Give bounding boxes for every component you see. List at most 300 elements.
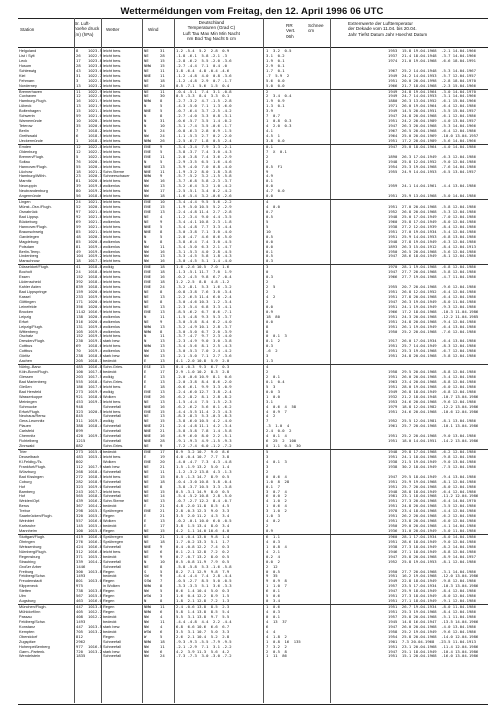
- station-height: 311: [76, 418, 83, 424]
- air-pressure: 1022.1: [88, 77, 102, 83]
- station-name: List / Sylt: [19, 53, 35, 58]
- station-height: 282: [76, 478, 83, 484]
- temperatures: -4.3 -5.0 7.1 1.3 -6.0: [176, 103, 232, 109]
- station-height: 312: [76, 548, 83, 554]
- station-height: 131: [76, 323, 83, 329]
- temperatures: 0.4 -0.8 12.2 7.4 0.3: [176, 543, 230, 549]
- wind-direction: E: [144, 518, 147, 524]
- weather: leicht bew.: [103, 89, 121, 94]
- weather: leicht bew.: [103, 294, 121, 299]
- precipitation-snow: -3 1.0 4: [266, 423, 290, 429]
- station-height: 424: [76, 543, 83, 549]
- weather: leicht bew.: [103, 138, 121, 143]
- temperatures: -3.4 -5.0 6.3 2.1 -4.7: [176, 243, 232, 249]
- wind-direction: NNE: [144, 223, 151, 229]
- station-height: 10: [76, 118, 81, 124]
- extreme-values: 1951 25.3 19.04.1968 -8.4 12.04.1986: [388, 609, 476, 614]
- wind-speed: 11: [160, 72, 165, 78]
- extreme-values: 1971 26.0 19.04.1964 -6.4 12.04.1986: [388, 103, 476, 109]
- air-pressure: 1021.8: [88, 213, 102, 219]
- extreme-values: 1951 24.8 20.04.1968 -5.8 12.04.1986: [388, 353, 476, 359]
- weather: Schneefall: [103, 564, 121, 569]
- precipitation-snow: 2 0.5 8: [266, 648, 287, 654]
- air-pressure: 1013.0: [88, 578, 102, 584]
- temperatures: -0.2 -0.1 10.0 6.0 -0.5: [176, 518, 232, 524]
- station-height: 420: [76, 433, 83, 439]
- precipitation-snow: 2: [266, 153, 269, 159]
- air-pressure: 1013.2: [88, 648, 102, 654]
- wind-speed: 15: [160, 57, 165, 63]
- extreme-values: 1948 25.8 12.04.1952 -9.0 12.04.1986: [388, 158, 476, 164]
- air-pressure: 1016.9: [88, 308, 102, 314]
- precipitation-snow: 0.3: [266, 274, 273, 280]
- wind-direction: NE: [144, 303, 149, 309]
- wind-speed: 24: [160, 132, 165, 138]
- precipitation-snow: 1.3 0.1: [266, 103, 285, 109]
- wind-speed: 28: [160, 438, 165, 444]
- air-pressure: 1016.3: [88, 538, 102, 544]
- precipitation-snow: 1 0.8 0.3: [266, 118, 292, 124]
- air-pressure: 1022.1: [88, 153, 102, 159]
- station-height: 1446: [76, 563, 86, 569]
- temperatures: -8.3 -8.3 5.3 -0.3 -8.3: [176, 413, 232, 419]
- weather: leicht bew.: [103, 58, 121, 63]
- weather: Sprühregen: [103, 539, 124, 544]
- wind-speed: 15: [160, 204, 165, 210]
- weather: leicht bew.: [103, 384, 121, 389]
- temperatures: -3.1 -5.3 4.0 2.8 -4.5: [176, 248, 232, 254]
- extreme-values: 1949 24.8 19.04.1964 -3.0 14.04.1970: [388, 88, 476, 94]
- precipitation-snow: 8: [266, 323, 269, 329]
- temperatures: -1.2 -3.2 13.8 4.3 -1.3: [176, 468, 232, 474]
- precipitation-snow: 4 0.6 4 58: [266, 403, 297, 409]
- station-name: Saarbrücken/Flugh.: [19, 514, 53, 519]
- temperatures: -2.5 -6.7 1.8 0.5 -2.4: [176, 137, 232, 143]
- wind-direction: E: [144, 503, 147, 509]
- station-height: 356: [76, 303, 83, 309]
- temperatures: 1.6 0.4 12.2 8.9 1.5: [176, 593, 230, 599]
- station-name: Gießen: [19, 384, 32, 389]
- station-height: 567: [76, 593, 83, 599]
- station-name: Köln-Bonn/Flugh.: [19, 370, 49, 374]
- station-name: Kempten: [19, 629, 35, 634]
- temperatures: 4.1 -2.0 10.8 5.9 2.0: [176, 358, 230, 364]
- wind-speed: 13: [160, 323, 165, 329]
- air-pressure: 1014.2: [88, 558, 102, 564]
- weather: leicht bew.: [103, 210, 121, 214]
- temperatures: -3.7 -6.8 5.8 -2.3 -3.7: [176, 178, 232, 184]
- station-name: Passau: [19, 614, 32, 619]
- precipitation-snow: 0.0 2: [266, 558, 280, 564]
- weather: bedeckt: [103, 450, 117, 454]
- precipitation-snow: 1.9 0.1: [266, 57, 285, 63]
- wind-direction: NE: [144, 488, 149, 494]
- precipitation-snow: 0.1: [266, 143, 273, 149]
- air-pressure: 1018.6: [88, 274, 102, 280]
- wind-direction: NNE: [144, 423, 151, 429]
- temperatures: 1.8 -6.4 4.8 -0.4 -4.6: [176, 67, 230, 73]
- station-height: 419: [76, 533, 83, 539]
- weather: leicht bew.: [103, 474, 121, 479]
- station-name: Wittenberg: [19, 329, 38, 334]
- weather: Regen: [103, 569, 115, 574]
- header-schnee: Schnee cm: [308, 23, 324, 34]
- air-pressure: 1018.4: [88, 279, 102, 285]
- extreme-values: 1960 28.1 17.04.1934 -8.0 14.04.1986: [388, 533, 476, 539]
- temperatures: -2.8 -6.2 5.5 -2.0 -3.6: [176, 57, 232, 63]
- extreme-values: 1966 17.2 18.04.1968 -10.3 11.04.1986: [388, 308, 479, 314]
- wind-speed: 17: [160, 188, 165, 194]
- extreme-values: 1951 27.0 19.04.1934 -5.4 12.04.1986: [388, 228, 476, 234]
- temperatures: -1.2 -3.4 9.0 4.4 -3.5: [176, 213, 232, 219]
- station-height: 16: [76, 98, 81, 104]
- temperatures: -3.4 -3.4 7.9 3.3 -2.1: [176, 143, 232, 149]
- station-height: 1493: [76, 618, 86, 624]
- extreme-values: 1947 25.0 18.04.1964 -4.0 14.04.1986: [388, 143, 476, 149]
- station-name: Berlin: [19, 129, 29, 133]
- station-name: Trier: [19, 450, 27, 454]
- station-name: Leipzig/Flugh.: [19, 324, 43, 329]
- wind-direction: NE: [144, 52, 149, 58]
- header-rr: RR Vert. 06h: [286, 23, 296, 39]
- precipitation-snow: 0 0.6 4: [266, 473, 287, 479]
- weather: wolkenlos: [103, 239, 120, 244]
- wind-direction: NNE: [144, 228, 151, 234]
- extreme-values: 1947 26.3 19.04.1949 -8.0 11.04.1986: [388, 298, 476, 304]
- table-row: [18, 654, 488, 659]
- station-name: Braunschweig: [19, 229, 44, 234]
- wind-direction: NE: [144, 318, 149, 324]
- precipitation-snow: 4: [266, 364, 269, 370]
- wind-speed: 17: [160, 449, 165, 454]
- precipitation-snow: 0.5 F1: [266, 163, 283, 169]
- weather: Schneefall: [103, 424, 121, 429]
- station-name: Schwerin: [19, 114, 35, 119]
- precipitation-snow: 9 35: [266, 573, 278, 579]
- wind-direction: NW: [144, 188, 149, 194]
- wind-direction: NE: [144, 443, 149, 449]
- wind-speed: 24: [160, 128, 165, 133]
- station-name: Leck: [19, 58, 28, 63]
- extreme-values: 1950 29.0 20.04.1968 -4.1 14.04.1986: [388, 523, 476, 529]
- temperatures: 2.9 -1.0 10.2 8.3 2.8: [176, 369, 230, 374]
- wind-direction: SSW: [144, 578, 151, 584]
- wind-speed: 9: [160, 318, 163, 324]
- air-pressure: 1020.6: [88, 123, 102, 129]
- precipitation-snow: 1.9 0.9: [266, 98, 285, 104]
- wind-speed: 8: [160, 238, 163, 244]
- weather: leicht bew.: [103, 144, 121, 149]
- precipitation-snow: 2: [266, 289, 269, 294]
- wind-direction: ENE: [144, 408, 151, 414]
- station-name: Weiden/Opf.: [19, 499, 41, 504]
- precipitation-snow: 6 1.1: [266, 533, 280, 539]
- weather: wolkig: [103, 374, 114, 379]
- station-name: Regensburg: [19, 554, 40, 559]
- wind-speed: 13: [160, 518, 165, 524]
- station-height: 59: [76, 223, 81, 229]
- temperatures: -2.4 -6.0 12.7 3.8 -2.4: [176, 388, 232, 394]
- temperatures: 1.2 -2.5 8.8 4.8 -1.2: [176, 279, 230, 285]
- temperatures: -1.9 -3.2 8.0 1.8 -3.8: [176, 168, 232, 174]
- wind-speed: 10: [160, 123, 165, 129]
- air-pressure: 1016.8: [88, 364, 102, 370]
- wind-direction: N: [144, 128, 147, 133]
- station-name: Hof: [19, 494, 25, 499]
- weather: wolkenlos: [103, 324, 120, 329]
- extreme-values: 1963 23.4 20.04.1968 -8.8 12.04.1986: [388, 378, 476, 384]
- precipitation-snow: 4.7 0.0: [266, 188, 285, 194]
- precipitation-snow: 3: [266, 463, 269, 469]
- extreme-values: 1958 29.5 20.04.1968 -8.8 12.04.1986: [388, 369, 476, 374]
- station-height: 447: [76, 604, 83, 610]
- precipitation-snow: 2: [266, 468, 269, 474]
- wind-direction: NE: [144, 493, 149, 499]
- precipitation-snow: 5: [266, 449, 269, 454]
- wind-speed: 3: [160, 593, 163, 599]
- wind-direction: E: [144, 378, 147, 384]
- extreme-values: 1938 27.3 18.04.1949 -8.2 14.04.1986: [388, 543, 476, 549]
- station-height: 12: [76, 93, 81, 99]
- station-name: Hamburg-Flugh.: [19, 99, 47, 104]
- air-pressure: 1021.3: [88, 218, 102, 224]
- wind-speed: 4: [160, 213, 163, 219]
- extreme-values: 1948 25.0 17.04.1949 -7.0 12.04.1986: [388, 213, 476, 219]
- weather: Schneefall: [103, 544, 121, 549]
- wind-speed: 6: [160, 609, 163, 614]
- temperatures: -3.0 -5.3 7.0 2.4 -4.2: [176, 348, 232, 354]
- wind-speed: 13: [160, 378, 165, 384]
- extreme-values: 1949 24.7 14.04.1953 -3.1 14.04.1966: [388, 93, 476, 99]
- precipitation-snow: 1 0.6 4: [266, 503, 287, 509]
- wind-direction: NW: [144, 253, 149, 259]
- wind-direction: NE: [144, 473, 149, 479]
- temperatures: 1.7 -0.2 13.3 5.1 1.7: [176, 538, 230, 544]
- wind-speed: 11: [160, 243, 165, 249]
- wind-speed: 11: [160, 468, 165, 474]
- weather: Regen: [103, 599, 115, 604]
- temperatures: -3.9 -4.0 7.0 0.8 -4.0: [176, 163, 232, 169]
- temperatures: 1.2 -5.4 5.2 2.8 0.9: [176, 48, 230, 53]
- wind-speed: 16: [160, 403, 165, 409]
- air-pressure: 1015.4: [88, 523, 102, 529]
- precipitation-snow: 0.2 4: [266, 553, 280, 559]
- station-height: 48: [76, 233, 81, 239]
- station-height: 801: [76, 578, 83, 584]
- wind-direction: NNE: [144, 168, 151, 174]
- wind-direction: N: [144, 158, 147, 164]
- weather: Schn.Gries.: [103, 379, 124, 384]
- station-name: Bocholt: [19, 270, 32, 275]
- temperatures: -4.4 -4.4 7.4 2.8 -4.4: [176, 573, 232, 579]
- precipitation-snow: 0.1 0.4: [266, 378, 285, 384]
- wind-speed: 24: [160, 653, 165, 659]
- extreme-values: 1957 23.5 17.04.1934 -10.3 13.04.1986: [388, 583, 479, 589]
- wind-speed: 11: [160, 618, 165, 624]
- wind-speed: 4: [160, 623, 163, 629]
- wind-direction: ENE: [144, 264, 151, 270]
- air-pressure: 1018.5: [88, 132, 102, 138]
- station-name: Meiningen: [19, 399, 37, 404]
- temperatures: -2.5 -5.1 3.4 0.2 -4.2: [176, 188, 232, 194]
- precipitation-snow: 0.5: [266, 213, 273, 219]
- extreme-values: 1951 25.7 20.04.1968 -8.0 12.04.1986: [388, 483, 476, 489]
- extreme-values: 1893 26.3 15.04.1912 -8.4 12.04.1913: [388, 243, 476, 249]
- air-pressure: 1020.0: [88, 303, 102, 309]
- air-pressure: 1015.1: [88, 453, 102, 459]
- station-name: Klippeneck: [19, 584, 38, 589]
- weather: Schneefall: [103, 639, 121, 644]
- temperatures: -3.2 -8.1 5.3 1.6 -3.2: [176, 284, 232, 290]
- weather: wolkenlos: [103, 244, 120, 249]
- station-height: 70: [76, 348, 81, 354]
- extreme-values: 1949 26.8 18.04.1949 -6.8 12.04.1986: [388, 388, 476, 394]
- precipitation-snow: 4 0.9 7: [266, 408, 287, 414]
- weather: leicht bew.: [103, 94, 121, 99]
- weather: Regen: [103, 589, 115, 594]
- temperatures: -2.0 -3.8 8.4 8.6 -2.0: [176, 378, 232, 384]
- extreme-values: 1960 25.8 17.04.1949 -8.0 12.04.1986: [388, 218, 476, 224]
- temperatures: -1.9 -5.0 10.5 5.2 -2.9: [176, 204, 232, 210]
- station-name: Dresden/Flugh.: [19, 339, 46, 344]
- weather: Regen: [103, 579, 115, 584]
- weather: leicht bew.: [103, 78, 121, 83]
- precipitation-snow: 1 0.0: [266, 393, 280, 399]
- air-pressure: 1018.2: [88, 128, 102, 133]
- temperatures: -2.4 -4.8 11.1 4.2 -3.4: [176, 423, 232, 429]
- extreme-values: 1958 25.2 19.04.1949 -9.6 12.04.1986: [388, 628, 476, 634]
- station-height: 11: [76, 88, 81, 94]
- station-name: Giessen: [19, 374, 34, 379]
- temperatures: -1.6 -5.4 3.2 -0.6 -2.6: [176, 193, 232, 199]
- precipitation-snow: 0 0.5: [266, 568, 280, 574]
- station-height: 56: [76, 193, 81, 199]
- air-pressure: 1019.5: [88, 333, 102, 339]
- temperatures: -0.8 -3.8 7.6 3.0 -3.4: [176, 289, 232, 294]
- wind-speed: 13: [160, 303, 165, 309]
- wind-direction: NNE: [144, 403, 151, 409]
- station-name: Manschnow: [19, 259, 40, 264]
- wind-direction: NW: [144, 648, 149, 654]
- wind-speed: 24: [160, 284, 165, 290]
- extreme-values: 1964 25.0 20.04.1969 -10.0 13.04.1957: [388, 132, 479, 138]
- air-pressure: 1021.1: [88, 228, 102, 234]
- precipitation-snow: 0.1: [266, 178, 273, 184]
- station-height: 802: [76, 458, 83, 464]
- station-height: 12: [76, 148, 81, 154]
- station-name: Frankfurt/Flugh.: [19, 464, 47, 469]
- air-pressure: 1018.8: [88, 269, 102, 275]
- weather: bedeckt: [103, 554, 117, 559]
- precipitation-snow: 6: [266, 623, 269, 629]
- station-name: Angermünde: [19, 194, 42, 199]
- station-height: 69: [76, 218, 81, 224]
- station-height: 565: [76, 493, 83, 499]
- temperatures: -2.1 -5.0 7.1 2.7 -3.6: [176, 353, 232, 359]
- precipitation-snow: 4 0.1 4: [266, 433, 287, 439]
- precipitation-snow: 0.5: [266, 253, 273, 259]
- station-height: 7: [76, 128, 79, 133]
- wind-speed: 5: [160, 103, 163, 109]
- air-pressure: 1019.3: [88, 398, 102, 404]
- weather: bedeckt: [103, 574, 117, 579]
- air-pressure: 1013.8: [88, 568, 102, 574]
- wind-speed: 15: [160, 488, 165, 494]
- wind-speed: 26: [160, 137, 165, 143]
- station-height: 81: [76, 243, 81, 249]
- weather: Schneefall: [103, 479, 121, 484]
- air-pressure: 1012.2: [88, 613, 102, 619]
- station-name: Berlin-Temp.: [19, 249, 41, 254]
- station-name: Wendelstein: [19, 654, 41, 659]
- station-height: 5: [76, 153, 79, 159]
- station-height: 12: [76, 143, 81, 149]
- station-name: Osnabrück: [19, 210, 38, 214]
- station-name: Lingen: [19, 200, 31, 205]
- station-height: 300: [76, 568, 83, 574]
- weather: leicht bew.: [103, 214, 121, 219]
- precipitation-snow: 2: [266, 523, 269, 529]
- wind-speed: 18: [160, 383, 165, 389]
- extreme-values: 1945 14.8 16.04.1947 -13.5 14.04.1966: [388, 618, 479, 624]
- station-height: 159: [76, 289, 83, 294]
- extreme-values: 1947 26.0 20.04.1968 -4.0 13.04.1986: [388, 623, 476, 629]
- wind-direction: NE: [144, 553, 149, 559]
- temperatures: -3.4 -5.6 8.1 2.5 -4.3: [176, 343, 232, 349]
- station-height: 323: [76, 408, 83, 414]
- extreme-values: 1954 25.8 20.04.1968 -14.0 12.04.1986: [388, 633, 479, 639]
- station-height: 882: [76, 443, 83, 449]
- air-pressure: 1019.9: [88, 293, 102, 299]
- temperatures: 0.5 -3.1 14.9 8.0 0.5: [176, 488, 230, 494]
- station-name: Soltau: [19, 159, 30, 164]
- station-name: Berus: [19, 504, 30, 509]
- station-name: Nürbg.-Barw.: [19, 365, 42, 370]
- wind-direction: SW: [144, 573, 149, 579]
- precipitation-snow: 3.1: [266, 398, 273, 404]
- wind-direction: NW: [144, 258, 149, 264]
- wind-direction: N: [144, 558, 147, 564]
- station-height: 705: [76, 628, 83, 634]
- precipitation-snow: 1 0.8 4: [266, 543, 287, 549]
- wind-direction: ENE: [144, 279, 151, 285]
- station-name: Essen: [19, 275, 30, 280]
- wind-direction: NE: [144, 413, 149, 419]
- wind-direction: NNW: [144, 98, 151, 104]
- temperatures: 0.1 -2.1 12.8 7.2 0.2: [176, 548, 230, 554]
- station-height: 205: [76, 358, 83, 364]
- station-height: 112: [76, 463, 83, 469]
- wind-direction: NNE: [144, 108, 151, 114]
- station-name: Erfurt/Flugh.: [19, 409, 41, 414]
- precipitation-snow: 7: [266, 418, 269, 424]
- temperatures: 0.6 1.4 10.4 5.0 0.3: [176, 588, 230, 594]
- station-height: 812: [76, 633, 83, 639]
- temperatures: -2.2 -6.5 11.4 6.0 -2.4: [176, 293, 232, 299]
- precipitation-snow: 0.7: [266, 209, 273, 214]
- weather: leicht bew.: [103, 224, 121, 229]
- wind-direction: E: [144, 513, 147, 519]
- weather: wolkig: [103, 265, 114, 270]
- station-name: Norderney: [19, 83, 37, 88]
- wind-direction: NNW: [144, 173, 151, 179]
- extreme-values: 1951 15.1 20.04.1968 -16.0 13.04.1986: [388, 653, 479, 659]
- station-name: Chemnitz: [19, 434, 36, 439]
- extreme-values: 1951 23.8 20.04.1968 -6.0 12.04.1986: [388, 518, 476, 524]
- air-pressure: 1019.4: [88, 348, 102, 354]
- precipitation-snow: 0.0: [266, 183, 273, 189]
- air-pressure: 1022.9: [88, 52, 102, 58]
